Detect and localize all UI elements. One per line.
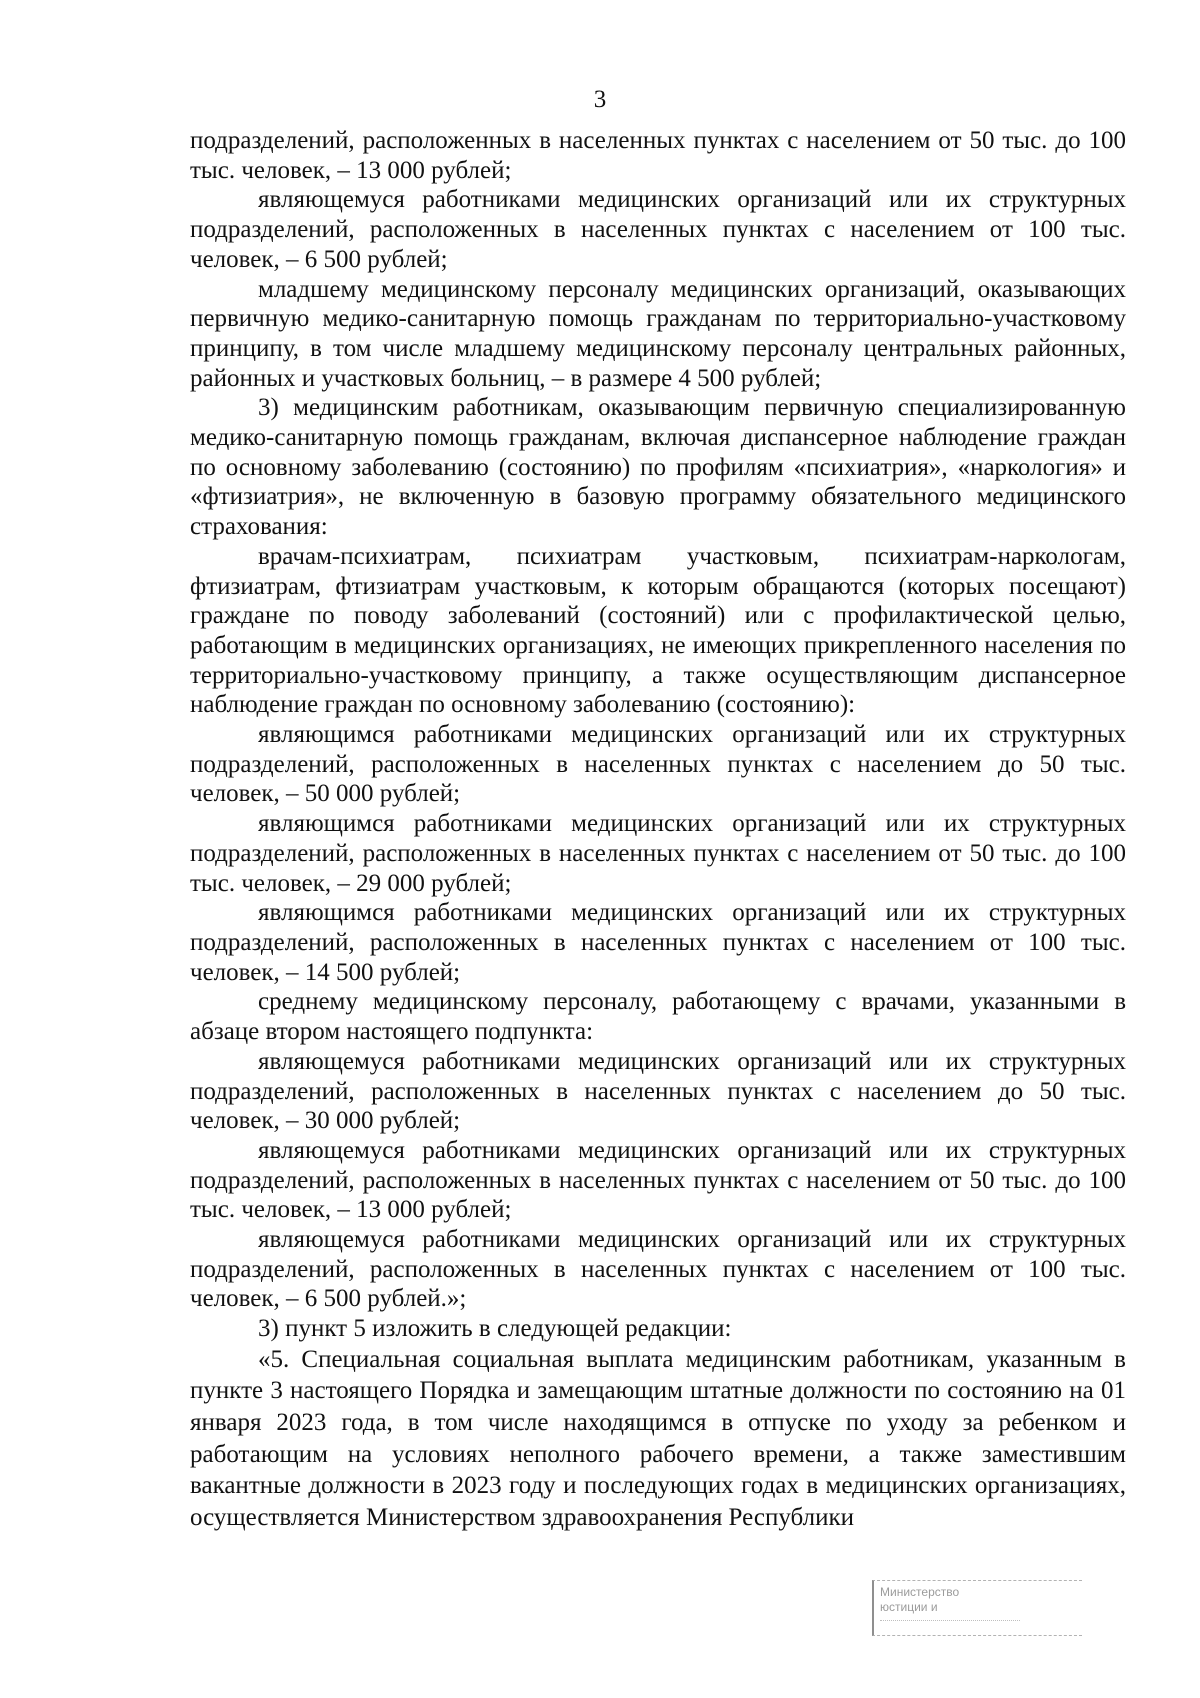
paragraph-2: являющемуся работниками медицинских организаций или их структурных подразделений, расположенных в населенных пунктах с населением от 100 тыс. человек, – 6 500 рублей;	[190, 186, 1126, 273]
stamp-line-1: Министерство	[880, 1585, 960, 1599]
paragraph-12: являющемуся работниками медицинских организаций или их структурных подразделений, расположенных в населенных пунктах с населением от 100 тыс. человек, – 6 500 рублей.»;	[190, 1226, 1126, 1313]
paragraph-13: 3) пункт 5 изложить в следующей редакции:	[258, 1315, 732, 1343]
paragraph-1: подразделений, расположенных в населенных пунктах с населением от 50 тыс. до 100 тыс. человек, – 13 000 рублей;	[190, 127, 1126, 184]
paragraph-9: среднему медицинскому персоналу, работающему с врачами, указанными в абзаце втором настоящего подпункта:	[190, 988, 1126, 1046]
paragraph-7: являющимся работниками медицинских организаций или их структурных подразделений, расположенных в населенных пунктах с населением от 50 тыс. до 100 тыс. человек, – 29 000 рублей;	[190, 810, 1126, 897]
paragraph-11: являющемуся работниками медицинских организаций или их структурных подразделений, расположенных в населенных пунктах с населением от 50 тыс. до 100 тыс. человек, – 13 000 рублей;	[190, 1136, 1126, 1224]
stamp-faint-line	[880, 1620, 1020, 1628]
paragraph-3: младшему медицинскому персоналу медицинских организаций, оказывающих первичную медико-санитарную помощь гражданам по территориально-участковому принципу, в том числе младшему медицинскому персоналу центральных районных, районных и участковых больниц, – в размере 4 500 рублей;	[190, 275, 1126, 392]
paragraph-8: являющимся работниками медицинских организаций или их структурных подразделений, расположенных в населенных пунктах с населением от 100 тыс. человек, – 14 500 рублей;	[190, 899, 1126, 986]
stamp-line-2: юстиции и	[880, 1600, 938, 1614]
paragraph-6: являющимся работниками медицинских организаций или их структурных подразделений, расположенных в населенных пунктах с населением до 50 тыс. человек, – 50 000 рублей;	[190, 721, 1126, 808]
registration-stamp	[872, 1580, 1082, 1636]
paragraph-4: 3) медицинским работникам, оказывающим первичную специализированную медико-санитарную помощь гражданам, включая диспансерное наблюдение граждан по основному заболеванию (состоянию) по профилям «психиатрия», «наркология» и «фтизиатрия», не включенную в базовую программу обязательного медицинского страхования:	[190, 394, 1126, 541]
page-number: 3	[593, 86, 607, 113]
paragraph-10: являющемуся работниками медицинских организаций или их структурных подразделений, расположенных в населенных пунктах с населением до 50 тыс. человек, – 30 000 рублей;	[190, 1047, 1126, 1135]
document-body	[190, 126, 1126, 1533]
paragraph-14: «5. Специальная социальная выплата медицинским работникам, указанным в пункте 3 настоящего Порядка и замещающим штатные должности по состоянию на 01 января 2023 года, в том числе находящимся в отпуске по уходу за ребенком и работающим на условиях неполного рабочего времени, а также заместившим вакантные должности в 2023 году и последующих годах в медицинских организациях, осуществляется Министерством здравоохранения Республики	[190, 1345, 1126, 1531]
paragraph-5: врачам-психиатрам, психиатрам участковым, психиатрам-наркологам, фтизиатрам, фтизиатрам участковым, к которым обращаются (которых посещают) граждане по поводу заболеваний (состояний) или с профилактической целью, работающим в медицинских организациях, не имеющих прикрепленного населения по территориально-участковому принципу, а также осуществляющим диспансерное наблюдение граждан по основному заболеванию (состоянию):	[190, 542, 1126, 719]
